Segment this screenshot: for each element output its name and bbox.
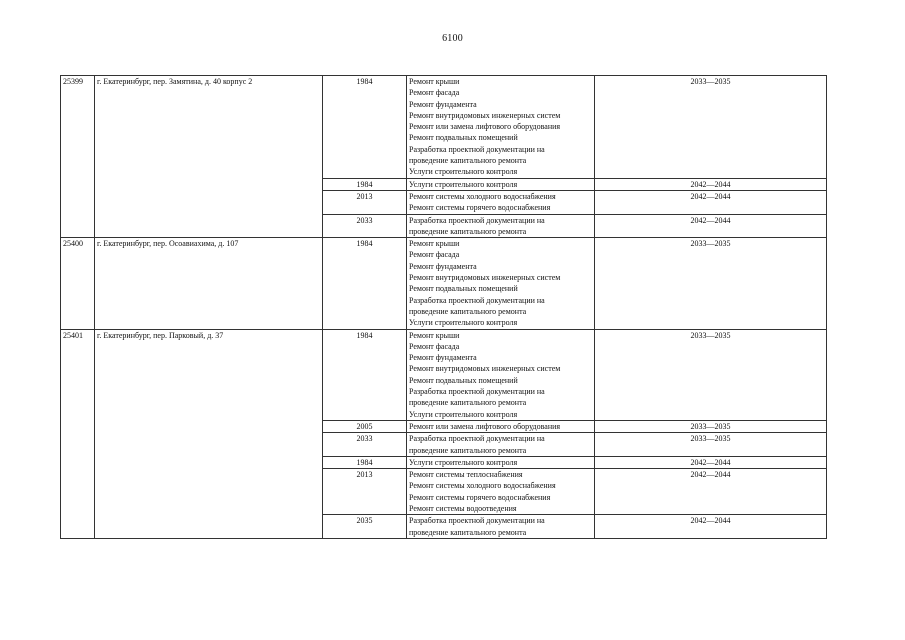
building-address-cell: г. Екатеринбург, пер. Парковый, д. 37 [95, 329, 323, 538]
work-item: Разработка проектной документации на [409, 144, 545, 154]
work-item: Услуги строительного контроля [409, 409, 518, 419]
work-item: проведение капитального ремонта [409, 398, 527, 408]
building-id-cell: 25400 [61, 238, 95, 329]
work-item: Ремонт системы теплоснабжения [409, 470, 523, 480]
year-cell: 1984 [323, 329, 407, 420]
building-address-cell: г. Екатеринбург, пер. Осоавиахима, д. 107 [95, 238, 323, 329]
work-item: Ремонт системы холодного водоснабжения [409, 481, 556, 491]
year-cell: 1984 [323, 238, 407, 329]
work-item: Услуги строительного контроля [409, 179, 518, 189]
works-cell [407, 469, 595, 515]
work-item: Ремонт системы водоотведения [409, 503, 517, 513]
work-item: проведение капитального ремонта [409, 527, 527, 537]
period-cell: 2042—2044 [595, 469, 827, 515]
work-item: Ремонт фасада [409, 341, 460, 351]
work-item: проведение капитального ремонта [409, 306, 527, 316]
year-cell: 1984 [323, 76, 407, 179]
work-item: Ремонт крыши [409, 77, 460, 86]
year-cell: 1984 [323, 456, 407, 468]
work-item: Разработка проектной документации на [409, 387, 545, 397]
work-item: Ремонт фундамента [409, 353, 477, 363]
year-cell: 2033 [323, 214, 407, 238]
works-cell [407, 214, 595, 238]
work-item: Разработка проектной документации на [409, 434, 545, 444]
work-item: проведение капитального ремонта [409, 445, 527, 455]
work-item: Ремонт фундамента [409, 261, 477, 271]
work-item: Разработка проектной документации на [409, 215, 545, 225]
table-row [61, 238, 827, 329]
work-item: Ремонт системы холодного водоснабжения [409, 191, 556, 201]
works-cell [407, 76, 595, 179]
work-item: Разработка проектной документации на [409, 516, 545, 526]
works-cell [407, 190, 595, 214]
period-cell: 2042—2044 [595, 214, 827, 238]
period-cell: 2042—2044 [595, 190, 827, 214]
work-item: Разработка проектной документации на [409, 295, 545, 305]
year-cell: 1984 [323, 178, 407, 190]
table-row [61, 329, 827, 420]
work-item: Ремонт подвальных помещений [409, 375, 518, 385]
period-cell: 2033—2035 [595, 238, 827, 329]
work-item: Услуги строительного контроля [409, 167, 518, 177]
work-item: Ремонт внутридомовых инженерных систем [409, 110, 561, 120]
work-item: Ремонт или замена лифтового оборудования [409, 421, 561, 431]
work-item: Ремонт внутридомовых инженерных систем [409, 364, 561, 374]
building-id-cell: 25399 [61, 76, 95, 238]
work-item: проведение капитального ремонта [409, 156, 527, 166]
period-cell: 2042—2044 [595, 515, 827, 539]
year-cell: 2033 [323, 433, 407, 457]
period-cell: 2033—2035 [595, 329, 827, 420]
work-item: Ремонт системы горячего водоснабжения [409, 492, 551, 502]
work-item: Ремонт системы горячего водоснабжения [409, 203, 551, 213]
works-cell [407, 329, 595, 420]
table-row [61, 76, 827, 179]
work-item: проведение капитального ремонта [409, 226, 527, 236]
year-cell: 2013 [323, 190, 407, 214]
work-item: Услуги строительного контроля [409, 318, 518, 328]
period-cell: 2033—2035 [595, 76, 827, 179]
page-number: 6100 [442, 33, 463, 44]
work-item: Ремонт подвальных помещений [409, 133, 518, 143]
period-cell: 2033—2035 [595, 433, 827, 457]
work-item: Ремонт или замена лифтового оборудования [409, 122, 561, 132]
works-cell [407, 433, 595, 457]
repair-plan-table [60, 75, 827, 539]
works-cell [407, 238, 595, 329]
work-item: Ремонт фасада [409, 250, 460, 260]
work-item: Ремонт фасада [409, 88, 460, 98]
work-item: Ремонт крыши [409, 239, 460, 249]
work-item: Услуги строительного контроля [409, 457, 518, 467]
period-cell: 2042—2044 [595, 178, 827, 190]
building-address-cell: г. Екатеринбург, пер. Замятина, д. 40 корпус 2 [95, 76, 323, 238]
year-cell: 2005 [323, 420, 407, 432]
year-cell: 2013 [323, 469, 407, 515]
work-item: Ремонт крыши [409, 330, 460, 340]
works-cell [407, 456, 595, 468]
works-cell [407, 178, 595, 190]
works-cell [407, 515, 595, 539]
building-id-cell: 25401 [61, 329, 95, 538]
period-cell: 2033—2035 [595, 420, 827, 432]
year-cell: 2035 [323, 515, 407, 539]
repair-plan-body [61, 76, 827, 539]
work-item: Ремонт внутридомовых инженерных систем [409, 273, 561, 283]
work-item: Ремонт подвальных помещений [409, 284, 518, 294]
period-cell: 2042—2044 [595, 456, 827, 468]
work-item: Ремонт фундамента [409, 99, 477, 109]
works-cell [407, 420, 595, 432]
